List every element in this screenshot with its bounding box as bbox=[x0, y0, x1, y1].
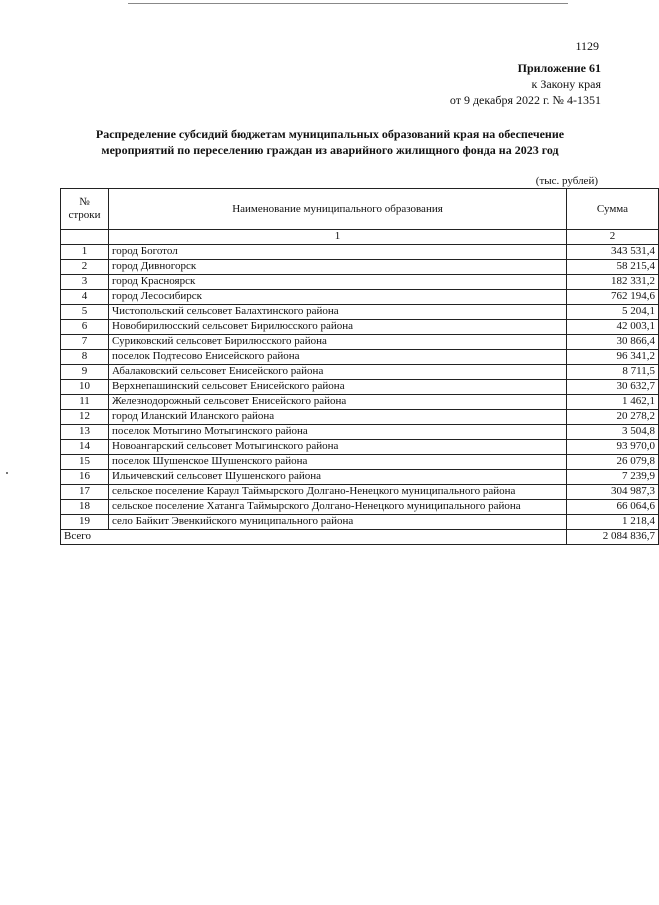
amount-cell: 30 866,4 bbox=[567, 335, 659, 350]
page-number: 1129 bbox=[575, 39, 599, 53]
table-row bbox=[61, 245, 659, 260]
appendix-law-date: от 9 декабря 2022 г. № 4-1351 bbox=[449, 93, 601, 107]
municipality-cell: поселок Шушенское Шушенского района bbox=[109, 455, 567, 470]
municipality-cell: Суриковский сельсовет Бирилюсского района bbox=[109, 335, 567, 350]
amount-cell: 7 239,9 bbox=[567, 470, 659, 485]
index-cell-2: 2 bbox=[567, 230, 659, 245]
column-index-row bbox=[61, 230, 659, 245]
index-cell-1: 1 bbox=[109, 230, 567, 245]
row-number-cell: 1 bbox=[61, 245, 109, 260]
municipality-cell: город Иланский Иланского района bbox=[109, 410, 567, 425]
total-amount: 2 084 836,7 bbox=[567, 530, 659, 545]
table-row bbox=[61, 395, 659, 410]
municipality-cell: город Боготол bbox=[109, 245, 567, 260]
row-number-cell: 17 bbox=[61, 485, 109, 500]
amount-cell: 8 711,5 bbox=[567, 365, 659, 380]
top-rule bbox=[128, 3, 568, 4]
municipality-cell: Железнодорожный сельсовет Енисейского района bbox=[109, 395, 567, 410]
row-number-cell: 10 bbox=[61, 380, 109, 395]
table-row bbox=[61, 485, 659, 500]
units-label: (тыс. рублей) bbox=[535, 175, 598, 187]
table-row bbox=[61, 350, 659, 365]
table-row bbox=[61, 380, 659, 395]
amount-cell: 1 462,1 bbox=[567, 395, 659, 410]
header-amount: Сумма bbox=[567, 189, 659, 230]
row-number-cell: 13 bbox=[61, 425, 109, 440]
municipality-cell: Абалаковский сельсовет Енисейского района bbox=[109, 365, 567, 380]
amount-cell: 93 970,0 bbox=[567, 440, 659, 455]
row-number-cell: 4 bbox=[61, 290, 109, 305]
row-number-cell: 6 bbox=[61, 320, 109, 335]
row-number-cell: 8 bbox=[61, 350, 109, 365]
table-row bbox=[61, 290, 659, 305]
municipality-cell: Чистопольский сельсовет Балахтинского района bbox=[109, 305, 567, 320]
table-row bbox=[61, 455, 659, 470]
subsidy-table bbox=[60, 188, 659, 545]
row-number-cell: 2 bbox=[61, 260, 109, 275]
amount-cell: 762 194,6 bbox=[567, 290, 659, 305]
row-number-cell: 5 bbox=[61, 305, 109, 320]
table-row bbox=[61, 335, 659, 350]
amount-cell: 26 079,8 bbox=[567, 455, 659, 470]
amount-cell: 3 504,8 bbox=[567, 425, 659, 440]
municipality-cell: Верхнепашинский сельсовет Енисейского района bbox=[109, 380, 567, 395]
row-number-cell: 18 bbox=[61, 500, 109, 515]
table-row bbox=[61, 320, 659, 335]
header-row-number: № строки bbox=[61, 189, 109, 230]
amount-cell: 182 331,2 bbox=[567, 275, 659, 290]
amount-cell: 1 218,4 bbox=[567, 515, 659, 530]
amount-cell: 42 003,1 bbox=[567, 320, 659, 335]
amount-cell: 20 278,2 bbox=[567, 410, 659, 425]
table-row bbox=[61, 425, 659, 440]
row-number-cell: 12 bbox=[61, 410, 109, 425]
header-municipality: Наименование муниципального образования bbox=[109, 189, 567, 230]
index-cell-empty bbox=[61, 230, 109, 245]
document-title: Распределение субсидий бюджетам муниципальных образований края на обеспечение мероприятий по переселению граждан из аварийного жилищного фонда на 2023 год bbox=[95, 127, 565, 157]
municipality-cell: Ильичевский сельсовет Шушенского района bbox=[109, 470, 567, 485]
total-row bbox=[61, 530, 659, 545]
row-number-cell: 15 bbox=[61, 455, 109, 470]
row-number-cell: 9 bbox=[61, 365, 109, 380]
municipality-cell: сельское поселение Караул Таймырского Долгано-Ненецкого муниципального района bbox=[109, 485, 567, 500]
table-row bbox=[61, 410, 659, 425]
appendix-title: Приложение 61 bbox=[517, 61, 601, 75]
municipality-cell: город Красноярск bbox=[109, 275, 567, 290]
amount-cell: 5 204,1 bbox=[567, 305, 659, 320]
amount-cell: 304 987,3 bbox=[567, 485, 659, 500]
amount-cell: 58 215,4 bbox=[567, 260, 659, 275]
amount-cell: 66 064,6 bbox=[567, 500, 659, 515]
municipality-cell: село Байкит Эвенкийского муниципального района bbox=[109, 515, 567, 530]
table-row bbox=[61, 500, 659, 515]
row-number-cell: 14 bbox=[61, 440, 109, 455]
row-number-cell: 19 bbox=[61, 515, 109, 530]
municipality-cell: город Дивногорск bbox=[109, 260, 567, 275]
amount-cell: 343 531,4 bbox=[567, 245, 659, 260]
table-row bbox=[61, 260, 659, 275]
municipality-cell: поселок Мотыгино Мотыгинского района bbox=[109, 425, 567, 440]
row-number-cell: 7 bbox=[61, 335, 109, 350]
municipality-cell: поселок Подтесово Енисейского района bbox=[109, 350, 567, 365]
row-number-cell: 11 bbox=[61, 395, 109, 410]
total-label: Всего bbox=[61, 530, 567, 545]
table-row bbox=[61, 275, 659, 290]
table-row bbox=[61, 440, 659, 455]
municipality-cell: город Лесосибирск bbox=[109, 290, 567, 305]
municipality-cell: Новобирилюсский сельсовет Бирилюсского района bbox=[109, 320, 567, 335]
table-row bbox=[61, 305, 659, 320]
municipality-cell: Новоангарский сельсовет Мотыгинского района bbox=[109, 440, 567, 455]
row-number-cell: 16 bbox=[61, 470, 109, 485]
row-number-cell: 3 bbox=[61, 275, 109, 290]
table-row bbox=[61, 365, 659, 380]
appendix-block bbox=[450, 60, 601, 108]
amount-cell: 96 341,2 bbox=[567, 350, 659, 365]
appendix-law-ref: к Закону края bbox=[531, 77, 601, 91]
amount-cell: 30 632,7 bbox=[567, 380, 659, 395]
scan-mark bbox=[6, 472, 8, 474]
table-row bbox=[61, 515, 659, 530]
table-header-row bbox=[61, 189, 659, 230]
municipality-cell: сельское поселение Хатанга Таймырского Долгано-Ненецкого муниципального района bbox=[109, 500, 567, 515]
table-row bbox=[61, 470, 659, 485]
